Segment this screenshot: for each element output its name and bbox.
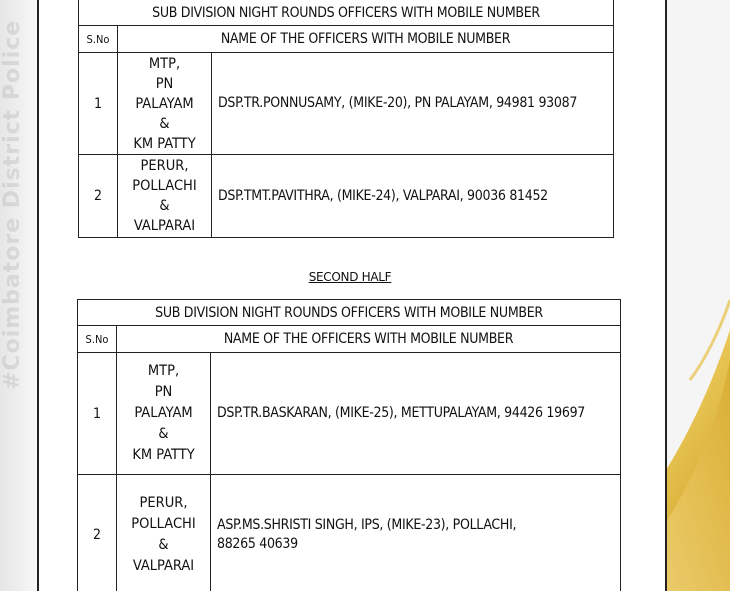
- table-row: [78, 475, 621, 591]
- row-sno: 2: [79, 155, 118, 238]
- header-sno: S.No: [79, 26, 118, 53]
- row-officer: [211, 353, 621, 475]
- row-area: [117, 353, 211, 475]
- area-line: MTP,: [147, 363, 180, 379]
- section-heading-second-half: SECOND HALF: [308, 270, 392, 284]
- area-line: KM PATTY: [133, 135, 196, 152]
- row-area: [118, 53, 212, 155]
- table-row: [78, 353, 621, 475]
- header-officer-name: NAME OF THE OFFICERS WITH MOBILE NUMBER: [118, 26, 614, 53]
- officer-line: ASP.MS.SHRISTI SINGH, IPS, (MIKE-23), POLLACHI,: [217, 516, 517, 533]
- area-line: &: [158, 536, 169, 553]
- officer-line: 88265 40639: [217, 535, 298, 552]
- area-line: &: [158, 426, 169, 442]
- area-line: VALPARAI: [132, 557, 195, 574]
- table-title: SUB DIVISION NIGHT ROUNDS OFFICERS WITH MOBILE NUMBER: [78, 300, 621, 326]
- area-line: PERUR,: [140, 158, 189, 174]
- header-sno: S.No: [78, 326, 117, 353]
- officer-line: DSP.TMT.PAVITHRA, (MIKE-24), VALPARAI, 90036 81452: [218, 187, 548, 204]
- area-line: POLLACHI: [131, 515, 196, 532]
- officer-line: DSP.TR.PONNUSAMY, (MIKE-20), PN PALAYAM, 94981 93087: [218, 95, 578, 111]
- row-area: [118, 155, 212, 238]
- table-title-row: [78, 300, 621, 326]
- night-rounds-table-first: [78, 0, 614, 238]
- officer-line: DSP.TR.BASKARAN, (MIKE-25), METTUPALAYAM, 94426 19697: [217, 405, 585, 421]
- area-line: KM PATTY: [132, 447, 195, 463]
- area-line: MTP,: [148, 55, 181, 72]
- area-line: PN: [155, 75, 174, 92]
- table-row: [79, 53, 614, 155]
- table-header-row: [78, 326, 621, 353]
- area-line: PALAYAM: [135, 95, 194, 112]
- row-sno: 2: [78, 475, 117, 591]
- header-officer-name: NAME OF THE OFFICERS WITH MOBILE NUMBER: [117, 326, 621, 353]
- night-rounds-table-second: [77, 299, 621, 591]
- row-officer: [212, 53, 614, 155]
- area-line: &: [159, 115, 170, 132]
- table-row: [79, 155, 614, 238]
- area-line: POLLACHI: [132, 178, 197, 194]
- watermark: [0, 350, 25, 390]
- area-line: PALAYAM: [134, 405, 193, 421]
- row-sno: 1: [78, 353, 117, 475]
- row-officer: [212, 155, 614, 238]
- table-title: SUB DIVISION NIGHT ROUNDS OFFICERS WITH MOBILE NUMBER: [79, 0, 614, 26]
- row-officer: [211, 475, 621, 591]
- table-title-row: [79, 0, 614, 26]
- area-line: &: [159, 198, 170, 214]
- area-line: PERUR,: [139, 494, 188, 511]
- table-header-row: [79, 26, 614, 53]
- row-sno: 1: [79, 53, 118, 155]
- area-line: PN: [154, 384, 173, 400]
- area-line: VALPARAI: [133, 218, 196, 234]
- row-area: [117, 475, 211, 591]
